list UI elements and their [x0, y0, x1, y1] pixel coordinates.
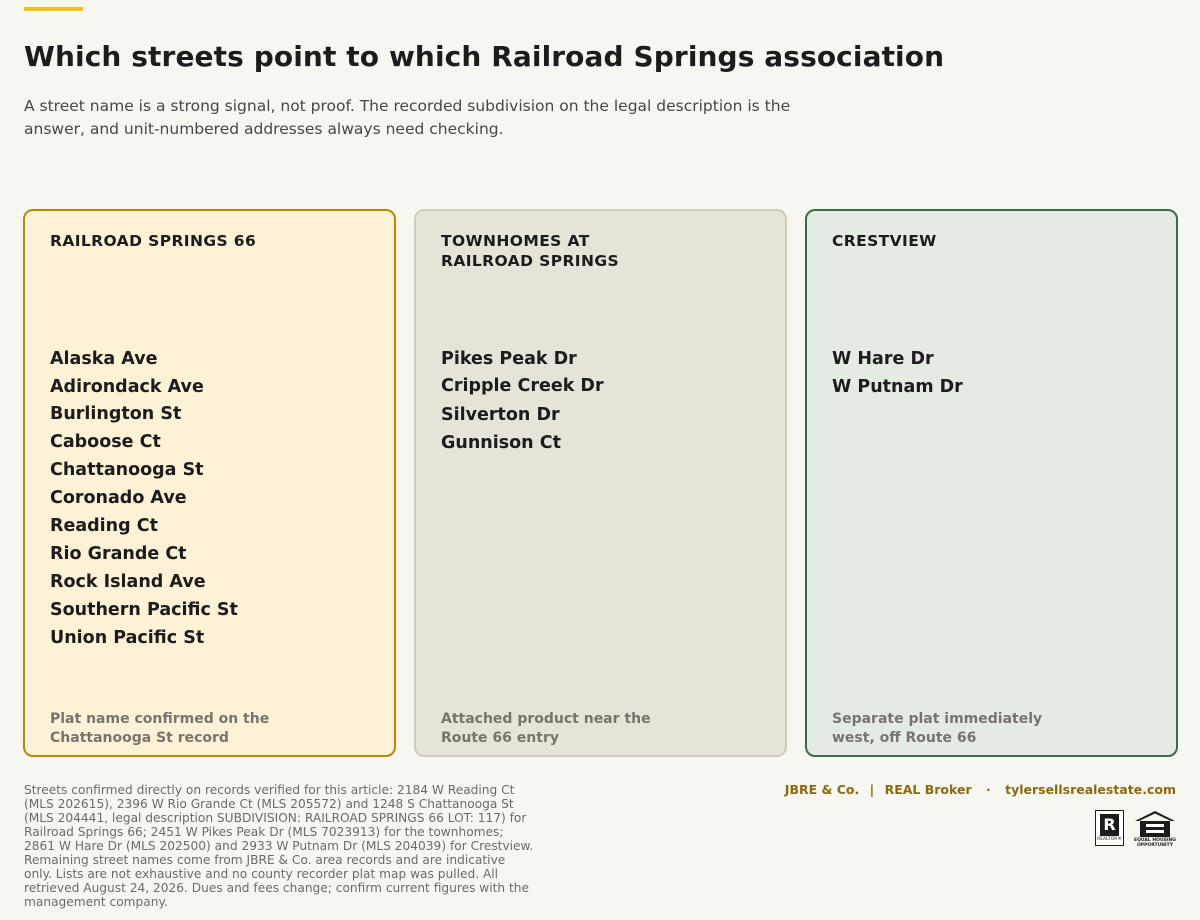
street-item: Alaska Ave — [50, 349, 158, 369]
card-note: Attached product near the Route 66 entry — [441, 711, 651, 746]
card-heading: TOWNHOMES AT RAILROAD SPRINGS — [441, 232, 620, 270]
street-list — [50, 345, 238, 652]
equal-housing-opportunity-icon — [1134, 810, 1176, 848]
equal-housing-text: EQUAL HOUSING OPPORTUNITY — [1134, 838, 1176, 848]
street-item: Pikes Peak Dr — [441, 349, 577, 369]
accent-bar — [24, 7, 83, 11]
street-item: Cripple Creek Dr — [441, 376, 604, 396]
street-item: Caboose Ct — [50, 432, 161, 452]
street-item: Chattanooga St — [50, 460, 204, 480]
page-subtitle: A street name is a strong signal, not proof. The recorded subdivision on the legal description is the answer, and unit-numbered addresses always need checking. — [24, 97, 791, 138]
compliance-logos — [1095, 810, 1176, 848]
card-railroad-springs-66 — [23, 209, 396, 757]
street-item: Rio Grande Ct — [50, 544, 187, 564]
card-heading: RAILROAD SPRINGS 66 — [50, 232, 257, 250]
brand-name: JBRE & Co. — [784, 782, 860, 797]
street-item: Reading Ct — [50, 516, 158, 536]
separator-pipe: | — [869, 782, 875, 797]
website-link[interactable]: tylersellsrealestate.com — [1005, 782, 1176, 797]
street-item: Burlington St — [50, 404, 182, 424]
card-note: Plat name confirmed on the Chattanooga St record — [50, 711, 270, 746]
house-icon — [1134, 810, 1176, 838]
card-townhomes-at-railroad-springs — [414, 209, 787, 757]
source-footnote: Streets confirmed directly on records verified for this article: 2184 W Reading Ct (MLS 202615), 2396 W Rio Grande Ct (MLS 205572) and 1248 S Chattanooga St (MLS 204441, legal description SUBDIVISION: RAILROAD SPRINGS 66 LOT: 117) for Railroad Springs 66; 2451 W Pikes Peak Dr (MLS 7023913) for the townhomes; 2861 W Hare Dr (MLS 202500) and 2933 W Putnam Dr (MLS 204039) for Crestview. Remaining street names come from JBRE & Co. area records and are indicative only. Lists are not exhaustive and no county recorder plat map was pulled. All retrieved August 24, 2026. Dues and fees change; confirm current figures with the management company. — [24, 783, 534, 909]
street-item: Silverton Dr — [441, 405, 560, 425]
street-item: Rock Island Ave — [50, 572, 206, 592]
street-item: Coronado Ave — [50, 488, 187, 508]
realtor-logo-icon: R REALTOR® — [1095, 810, 1124, 846]
street-list — [441, 345, 604, 457]
brand-line — [785, 782, 1176, 797]
card-note: Separate plat immediately west, off Route 66 — [832, 711, 1043, 746]
street-item: Gunnison Ct — [441, 433, 561, 453]
street-item: W Hare Dr — [832, 349, 934, 369]
separator-dot: · — [985, 782, 991, 797]
page-title: Which streets point to which Railroad Springs association — [24, 40, 945, 73]
realtor-logo-text: REALTOR® — [1097, 837, 1122, 842]
street-item: Union Pacific St — [50, 628, 205, 648]
street-item: W Putnam Dr — [832, 377, 963, 397]
card-crestview — [805, 209, 1178, 757]
card-heading: CRESTVIEW — [832, 232, 937, 250]
street-item: Adirondack Ave — [50, 377, 204, 397]
street-item: Southern Pacific St — [50, 600, 238, 620]
brokerage-name: REAL Broker — [884, 782, 972, 797]
street-list — [832, 345, 963, 401]
